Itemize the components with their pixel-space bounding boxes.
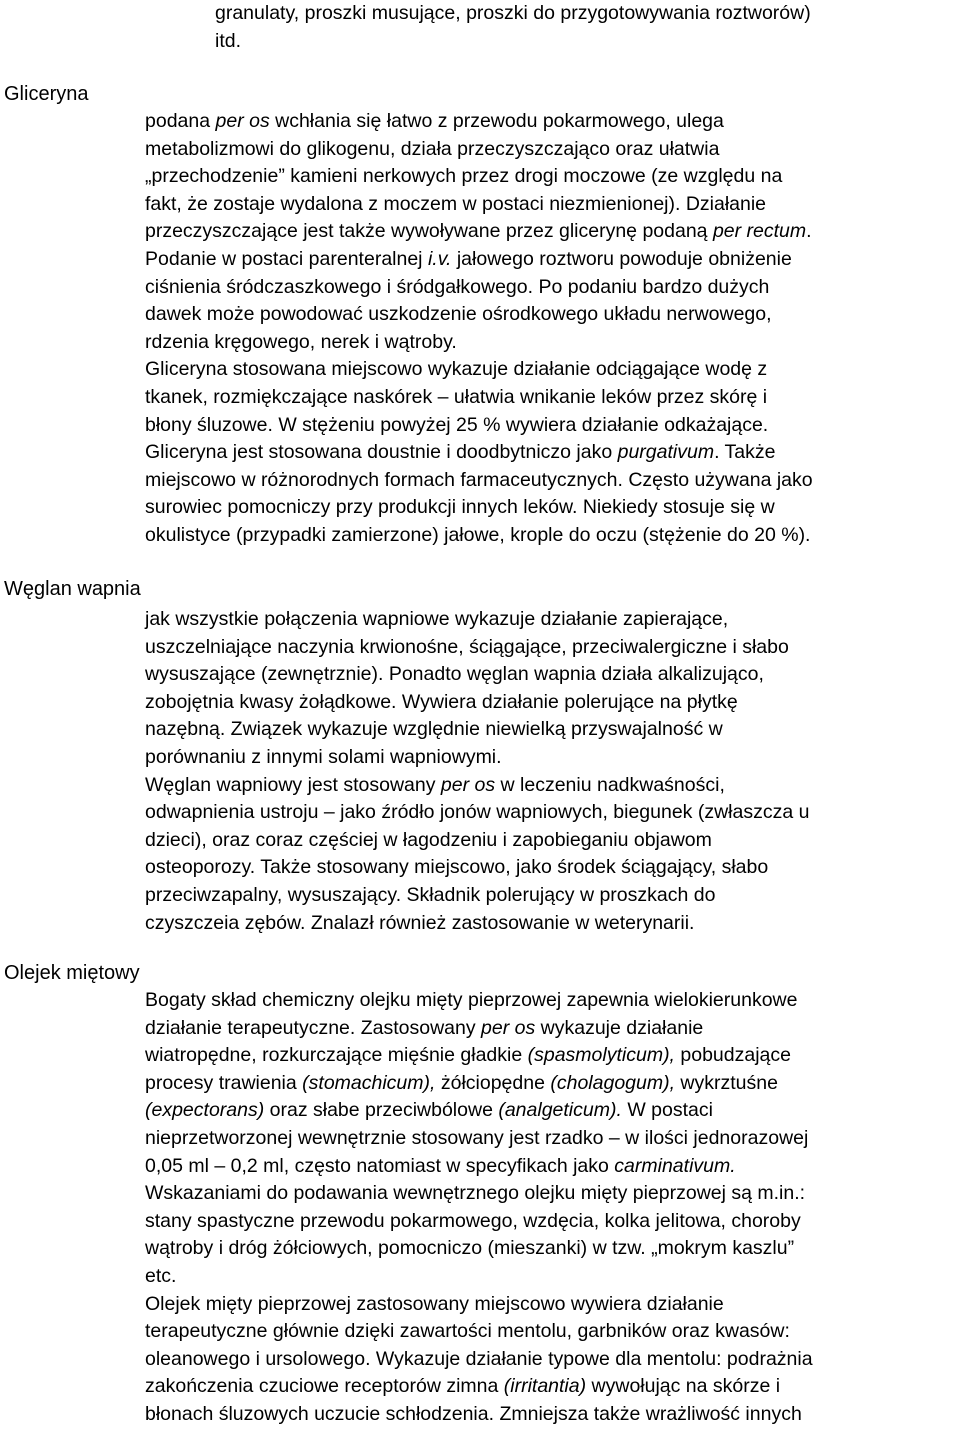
entry-description [145,987,960,1429]
text-line: surowiec pomocniczy przy produkcji innych leków. Niekiedy stosuje się w [145,496,775,519]
italic-term: (spasmolyticum), [527,1044,675,1067]
text-line: etc. [145,1264,177,1287]
text-line: wysuszające (zewnętrznie). Ponadto węglan wapnia działa alkalizująco, [145,663,764,686]
text-line: tkanek, rozmiękczające naskórek – ułatwia wnikanie leków przez skórę i [145,385,768,408]
text-line: Węglan wapniowy jest stosowany per os w leczeniu nadkwaśności, [145,773,725,796]
text-line: osteoporozy. Także stosowany miejscowo, jako środek ściągający, słabo [145,856,769,879]
text-line: nieprzetworzonej wewnętrznie stosowany jest rzadko – w ilości jednorazowej [145,1126,809,1149]
text-line: odwapnienia ustroju – jako źródło jonów wapniowych, biegunek (zwłaszcza u [145,801,810,824]
entry-description [145,108,960,550]
text-line: 0,05 ml – 0,2 ml, często natomiast w specyfikach jako carminativum. [145,1154,736,1177]
text-line: (expectorans) oraz słabe przeciwbólowe (analgeticum). W postaci [145,1099,713,1122]
text-line: stany spastyczne przewodu pokarmowego, wzdęcia, kolka jelitowa, choroby [145,1209,801,1232]
italic-term: (cholagogum), [550,1071,676,1094]
text-line: wiatropędne, rozkurczające mięśnie gładkie (spasmolyticum), pobudzające [145,1044,791,1067]
text-line: terapeutyczne głównie dzięki zawartości mentolu, garbników oraz kwasów: [145,1320,790,1343]
text-line: granulaty, proszki musujące, proszki do przygotowywania roztworów) [215,2,811,24]
text-line: porównaniu z innymi solami wapniowymi. [145,745,502,768]
continued-lines [215,0,955,55]
text-line: Gliceryna stosowana miejscowo wykazuje działanie odciągające wodę z [145,358,768,381]
text-line: rdzenia kręgowego, nerek i wątroby. [145,330,457,353]
text-line: procesy trawienia (stomachicum), żółciopędne (cholagogum), wykrztuśne [145,1071,778,1094]
italic-term: (irritantia) [503,1375,587,1398]
entry-term: Gliceryna [4,83,89,105]
text-line: Wskazaniami do podawania wewnętrznego olejku mięty pieprzowej są m.in.: [145,1182,806,1205]
italic-term: per os [440,773,496,796]
entry-term: Węglan wapnia [4,578,141,600]
text-line: „przechodzenie” kamieni nerkowych przez drogi moczowe (ze względu na [145,165,783,188]
text-line: dawek może powodować uszkodzenie ośrodkowego układu nerwowego, [145,303,772,326]
italic-term: carminativum. [614,1154,736,1177]
text-line: Gliceryna jest stosowana doustnie i doodbytniczo jako purgativum. Także [145,441,776,464]
text-line: miejscowo w różnorodnych formach farmaceutycznych. Często używana jako [145,468,813,491]
description-lines [145,108,960,550]
italic-term: (expectorans) [145,1099,265,1122]
text-line: zobojętnia kwasy żołądkowe. Wywiera działanie polerujące na płytkę [145,690,738,713]
text-line: błony śluzowe. W stężeniu powyżej 25 % wywiera działanie odkażające. [145,413,769,436]
text-line: ciśnienia śródczaszkowego i śródgałkowego. Po podaniu bardzo dużych [145,275,770,298]
italic-term: (stomachicum), [302,1071,436,1094]
text-line: zakończenia czuciowe receptorów zimna (irritantia) wywołując na skórze i [145,1375,781,1398]
text-line: wątroby i dróg żółciowych, pomocniczo (mieszanki) w tzw. „mokrym kaszlu” [145,1237,795,1260]
text-line: oleanowego i ursolowego. Wykazuje działanie typowe dla mentolu: podrażnia [145,1347,813,1370]
text-line: dzieci), oraz coraz częściej w łagodzeniu i zapobieganiu objawom [145,828,712,851]
text-line: okulistyce (przypadki zamierzone) jałowe, krople do oczu (stężenie do 20 %). [145,523,811,546]
continued-paragraph [215,0,955,55]
description-lines [145,606,960,937]
text-line: podana per os wchłania się łatwo z przewodu pokarmowego, ulega [145,110,724,132]
italic-term: (analgeticum). [498,1099,622,1122]
entry-description [145,606,960,937]
text-line: jak wszystkie połączenia wapniowe wykazuje działanie zapierające, [145,608,729,630]
text-line: Podanie w postaci parenteralnej i.v. jałowego roztworu powoduje obniżenie [145,247,792,270]
text-line: nazębną. Związek wykazuje względnie niewielką przyswajalność w [145,718,723,741]
italic-term: i.v. [427,247,452,270]
text-line: działanie terapeutyczne. Zastosowany per os wykazuje działanie [145,1016,704,1039]
italic-term: per os [215,110,270,132]
text-line: przeciwzapalny, wysuszający. Składnik polerujący w proszkach do [145,883,716,906]
italic-term: purgativum [617,441,715,464]
text-line: fakt, że zostaje wydalona z moczem w postaci niezmienionej). Działanie [145,192,767,215]
text-line: uszczelniające naczynia krwionośne, ściągające, przeciwalergiczne i słabo [145,635,789,658]
text-line: przeczyszczające jest także wywoływane przez glicerynę podaną per rectum. [145,220,812,243]
text-line: czyszczeia zębów. Znalazł również zastosowanie w weterynarii. [145,911,695,934]
italic-term: per os [481,1016,536,1039]
text-line: itd. [215,29,242,52]
text-line: metabolizmowi do glikogenu, działa przeczyszczająco oraz ułatwia [145,137,720,160]
text-line: błonach śluzowych uczucie schłodzenia. Zmniejsza także wrażliwość innych [145,1402,802,1425]
text-line: Olejek mięty pieprzowej zastosowany miejscowo wywiera działanie [145,1292,724,1315]
entry-term: Olejek miętowy [4,962,140,984]
description-lines [145,987,960,1429]
italic-term: per rectum [712,220,807,243]
text-line: Bogaty skład chemiczny olejku mięty pieprzowej zapewnia wielokierunkowe [145,989,798,1011]
